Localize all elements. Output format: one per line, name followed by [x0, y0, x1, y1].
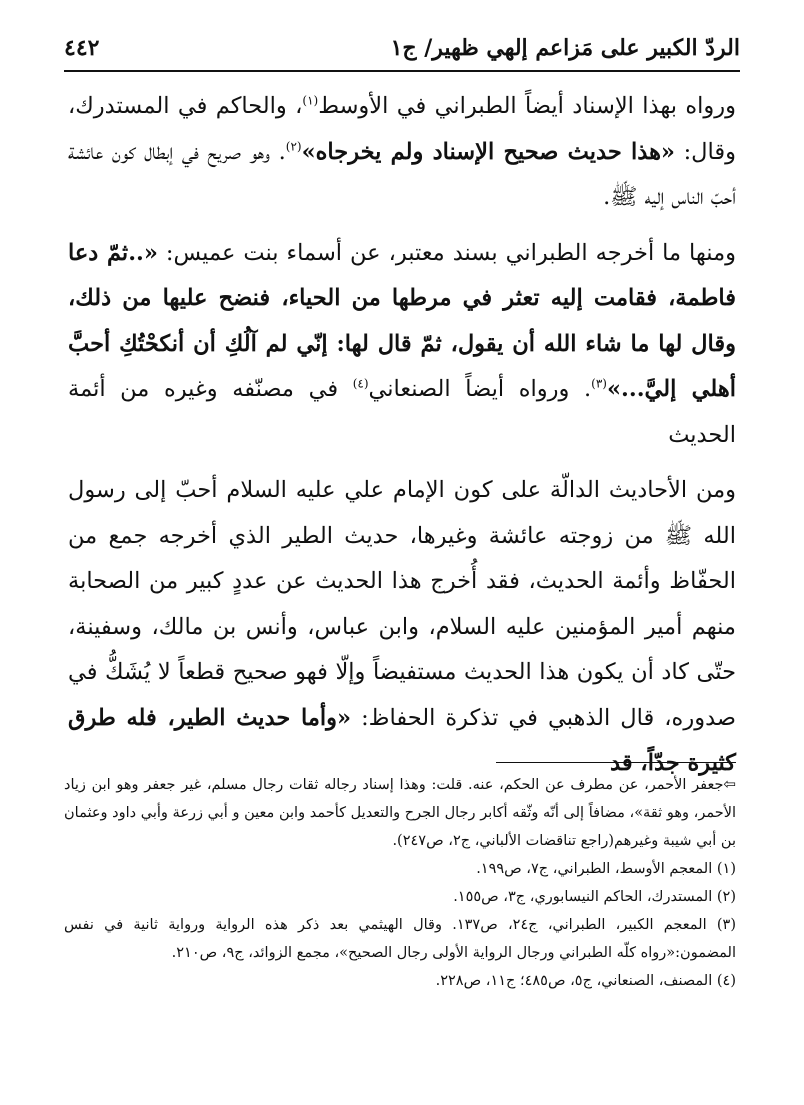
footnote-continuation — [64, 770, 736, 855]
paragraph-2 — [68, 231, 736, 459]
footnote-ref-1: (١) — [302, 93, 319, 108]
main-text — [68, 84, 736, 787]
footnote-1: (١) المعجم الأوسط، الطبراني، ج٧، ص١٩٩. — [476, 861, 736, 877]
page-number: ٤٤٢ — [64, 35, 100, 61]
text-run: في مصنّفه وغيره من أئمة الحديث — [68, 376, 736, 448]
footnote-3: (٣) المعجم الكبير، الطبراني، ج٢٤، ص١٣٧. وقال الهيثمي بعد ذكر هذه الرواية ورواية ثانية في نفس المضمون:«رواه كلّه الطبراني ورجال الرواية الأولى رجال الصحيح»، مجمع الزوائد، ج٩، ص٢١٠. — [64, 917, 736, 961]
footnote-text: جعفر الأحمر، عن مطرف عن الحكم، عنه. قلت: وهذا إسناد رجاله ثقات رجال مسلم، غير جعفر وهو ابن زياد الأحمر، وهو ثقة»، مضافاً إلى أنّه وثّقه أكابر رجال الجرح والتعديل كأحمد وابن معين و أبي زرعة وأبي داود وعثمان بن أبي شيبة وغيرهم(راجع تناقضات الألباني، ج٢، ص٢٤٧). — [64, 777, 736, 849]
bold-quote: «هذا حديث صحيح الإسناد ولم يخرجاه» — [301, 138, 675, 165]
bold-quote: «..ثمّ دعا فاطمة، فقامت إليه تعثر في مرطها من الحياء، فنضح عليها من ذلك، وقال لها ما شاء الله أن يقول، ثمّ قال لها: إنّي لم آلُكِ أن أنكحْتُكِ أحبَّ أهلي إليَّ...» — [68, 239, 736, 402]
text-run: . ورواه أيضاً الصنعاني — [368, 376, 592, 402]
paragraph-3 — [68, 468, 736, 787]
bold-quote: «وأما حديث الطير، فله طرق كثيرة جدّاً، قد — [68, 704, 736, 776]
footnote-4: (٤) المصنف، الصنعاني، ج٥، ص٤٨٥؛ ج١١، ص٢٢٨. — [435, 973, 736, 989]
text-run: ومنها ما أخرجه الطبراني بسند معتبر، عن أسماء بنت عميس: — [157, 239, 736, 266]
running-title: الردّ الكبير على مَزاعم إلهي ظهير/ ج١ — [390, 35, 740, 61]
text-run: ، والحاكم في المستدرك، وقال: — [68, 93, 736, 165]
continuation-arrow-icon: ⇦ — [723, 775, 736, 793]
footnote-separator — [496, 762, 736, 763]
footnote-2: (٢) المستدرك، الحاكم النيسابوري، ج٣، ص١٥٥. — [453, 889, 736, 905]
text-run: ومن الأحاديث الدالّة على كون الإمام علي عليه السلام أحبّ إلى رسول الله ﷺ من زوجته عائشة وغيرها، حديث الطير الذي أخرجه جمع من الحفّاظ وأئمة الحديث، فقد أُخرج هذا الحديث عن عددٍ كبير من الصحابة منهم أمير المؤمنين عليه السلام، وابن عباس، وأنس بن مالك، وسفينة، حتّى كاد أن يكون هذا الحديث مستفيضاً وإلّا فهو صحيح قطعاً لا يُشَكُّ في صدوره، قال الذهبي في تذكرة الحفاظ: — [68, 477, 736, 731]
footnote-ref-3: (٣) — [591, 376, 607, 391]
paragraph-1 — [68, 84, 736, 221]
text-run: ورواه بهذا الإسناد أيضاً الطبراني في الأوسط — [318, 93, 736, 119]
footnote-ref-2: (٢) — [285, 139, 302, 153]
footnotes — [64, 770, 736, 995]
running-header — [64, 26, 740, 72]
text-run: . وهو صريح في إبطال كون عائشة أحبّ الناس إليه ﷺ. — [68, 138, 736, 210]
footnote-ref-4: (٤) — [352, 376, 369, 391]
